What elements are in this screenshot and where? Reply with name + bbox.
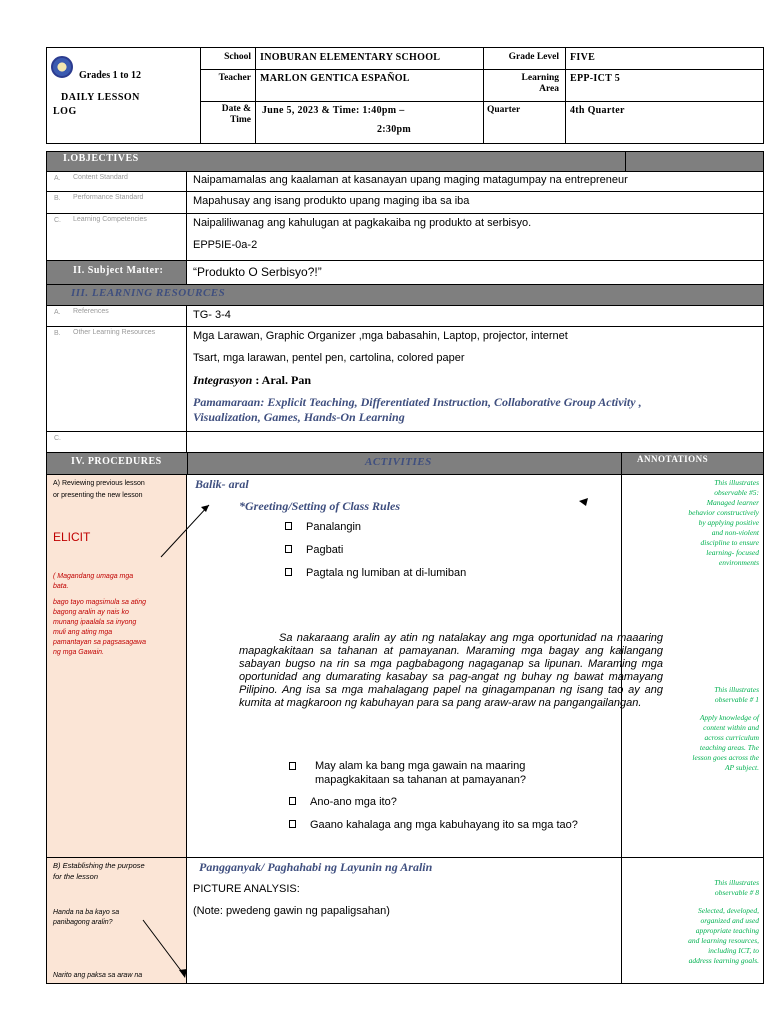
subject-matter-value: “Produkto O Serbisyo?!”: [193, 265, 322, 279]
quarter-label: Quarter: [487, 105, 521, 115]
procedure-a-label-1: A) Reviewing previous lesson: [53, 480, 145, 487]
header-divider: [255, 48, 256, 143]
pamamaraan-line1: Pamamaraan: Explicit Teaching, Differentiated Instruction, Collaborative Group Activity ,: [193, 395, 642, 409]
content-standard-text: Naipamamalas ang kaalaman at kasanayan upang maging matagumpay na entrepreneur: [193, 174, 628, 186]
learning-area-label-1: Learning: [521, 73, 559, 83]
learning-competencies-text: Naipaliliwanag ang kahulugan at pagkakaiba ng produkto at serbisyo.: [193, 217, 532, 229]
date-label-1: Date &: [221, 104, 251, 114]
date-label-2: Time: [230, 115, 251, 125]
arrow-icon: [157, 499, 217, 561]
question-item: Gaano kahalaga ang mga kabuhayang ito sa mga tao?: [289, 819, 578, 831]
grades-label: Grades 1 to 12: [79, 70, 141, 81]
procedure-a-row: [47, 475, 763, 858]
procedures-title: IV. PROCEDURES: [71, 456, 162, 467]
objectives-header: [47, 152, 763, 172]
checkbox-icon: [289, 820, 296, 828]
logo-cell: [47, 48, 201, 143]
other-resources-line2: Tsart, mga larawan, pentel pen, cartolina, colored paper: [193, 352, 465, 364]
performance-standard-text: Mapahusay ang isang produkto upang maging iba sa iba: [193, 195, 470, 207]
picture-analysis-note: (Note: pwedeng gawin ng papaligsahan): [193, 905, 390, 917]
performance-standard-row: B. Performance Standard Mapahusay ang isang produkto upang maging iba sa iba: [47, 192, 763, 214]
procedure-b-note-2: panibagong aralin?: [53, 919, 113, 926]
teacher-label: Teacher: [218, 73, 251, 83]
subject-matter-row: [47, 261, 763, 285]
grade-level-label: Grade Level: [508, 52, 559, 62]
annotation-cell: [621, 858, 763, 983]
header-divider: [565, 48, 566, 143]
learning-resources-title: III. LEARNING RESOURCES: [71, 287, 226, 299]
elicit-note: ( Magandang umaga mga bata. bago tayo magsimula sa ating bagong aralin ay nais ko munang ipaalala sa inyong muli ang ating mga pamantayan sa pagsasagawa ng mga Gawain.: [53, 573, 147, 656]
learning-competencies-row: C. Learning Competencies Naipaliliwanag ang kahulugan at pagkakaiba ng produkto at serbisyo. EPP5IE-0a-2: [47, 214, 763, 261]
activities-title: ACTIVITIES: [365, 456, 432, 468]
bullet-item: Panalangin: [285, 521, 361, 533]
checkbox-icon: [285, 522, 292, 530]
lesson-paragraph: Sa nakaraang aralin ay atin ng natalakay ang mga oportunidad na maaaring mapagkakitaan sa tahanan at pamayanan. Maraming mga bagay ang kailangang sabayan bugso na rin sa mga pagbabagong nagaganap sa lipunan. Maraming mga oportunidad ang dumarating kasabay sa pag-angat ng buhay ng bawat mamayang Pilipino. Ang isa sa mga mahalagang papel na ginagampanan ng isang tao ay ang kumita at magkaroon ng kabuhayan para sa pang araw-araw na pangangailangan.: [239, 632, 663, 709]
other-resources-line1: Mga Larawan, Graphic Organizer ,mga babasahin, Laptop, projector, internet: [193, 330, 568, 342]
arrow-icon: [139, 916, 191, 982]
references-value: TG- 3-4: [193, 309, 231, 321]
procedure-b-note-1: Handa na ba kayo sa: [53, 909, 120, 916]
pangganyak-title: Pangganyak/ Paghahabi ng Layunin ng Aralin: [199, 860, 433, 874]
other-resources-row: B. Other Learning Resources Mga Larawan, Graphic Organizer ,mga babasahin, Laptop, projector, internet Tsart, mga larawan, pentel pen, cartolina, colored paper Integrasyon : Aral. Pan Pamamaraan: Explicit Teaching, Differentiated Instruction, Collaborative Group Activity , Visualization, Games, Hands-On Learning: [47, 327, 763, 432]
references-row: A. References TG- 3-4: [47, 306, 763, 327]
checkbox-icon: [285, 568, 292, 576]
objectives-title: I.OBJECTIVES: [63, 153, 139, 164]
learning-area-value: EPP-ICT 5: [570, 73, 621, 84]
bullet-item: Pagbati: [285, 544, 343, 556]
bullet-item: Pagtala ng lumiban at di-lumiban: [285, 567, 466, 579]
school-value: INOBURAN ELEMENTARY SCHOOL: [260, 52, 441, 63]
integrasyon: Integrasyon : Aral. Pan: [193, 373, 312, 387]
annotation-observable-5: This illustrates observable #5: Managed learner behavior constructively by applying positive and non-violent discipline to ensure learning- focused environments: [688, 478, 759, 567]
content-standard-row: A. Content Standard Naipamamalas ang kaalaman at kasanayan upang maging matagumpay na entrepreneur: [47, 172, 763, 192]
checkbox-icon: [285, 545, 292, 553]
quarter-value: 4th Quarter: [570, 105, 625, 116]
annotations-title: ANNOTATIONS: [637, 454, 709, 464]
question-item: Ano-ano mga ito?: [289, 796, 397, 808]
annotation-observable-8: This illustrates observable # 8 Selected, developed, organized and used appropriate teaching and learning resources, including ICT, to address learning goals.: [688, 878, 759, 965]
school-label: School: [224, 52, 251, 62]
procedure-a-label-2: or presenting the new lesson: [53, 492, 143, 499]
date-value-1: June 5, 2023 & Time: 1:40pm –: [262, 105, 405, 116]
procedure-b-label-2: for the lesson: [53, 872, 99, 881]
checkbox-icon: [289, 797, 296, 805]
question-item: May alam ka bang mga gawain na maaring mapagkakitaan sa tahanan at pamayanan?: [289, 759, 526, 787]
greeting-rules: *Greeting/Setting of Class Rules: [239, 499, 401, 513]
header-table: [46, 47, 764, 144]
procedures-header: [47, 453, 763, 475]
checkbox-icon: [289, 762, 296, 770]
resources-c-row: C.: [47, 432, 763, 453]
elicit-label: ELICIT: [53, 530, 91, 544]
arrow-head-icon: [577, 497, 591, 507]
procedure-b-note-3: Narito ang paksa sa araw na: [53, 972, 143, 979]
pamamaraan-line2: Visualization, Games, Hands-On Learning: [193, 410, 405, 424]
date-value-2: 2:30pm: [377, 124, 412, 135]
lesson-table: [46, 151, 764, 984]
picture-analysis: PICTURE ANALYSIS:: [193, 883, 300, 895]
annotation-observable-1: This illustrates observable # 1 Apply knowledge of content within and across curriculum teaching areas. The lesson goes across the AP subject.: [692, 685, 759, 772]
annotation-cell: [621, 475, 763, 857]
dll-title-line2: LOG: [53, 106, 77, 117]
dll-title-line1: DAILY LESSON: [61, 92, 140, 103]
balik-aral: Balik- aral: [195, 477, 249, 491]
competency-code: EPP5IE-0a-2: [193, 239, 258, 251]
deped-seal-icon: [51, 56, 73, 78]
grade-level-value: FIVE: [570, 52, 596, 63]
subject-matter-label: II. Subject Matter:: [73, 265, 164, 276]
header-divider: [483, 48, 484, 143]
procedure-b-label-1: B) Establishing the purpose: [53, 861, 145, 870]
learning-area-label-2: Area: [539, 84, 559, 94]
teacher-value: MARLON GENTICA ESPAÑOL: [260, 73, 410, 84]
procedure-b-row: [47, 858, 763, 983]
learning-resources-header: [47, 285, 763, 306]
